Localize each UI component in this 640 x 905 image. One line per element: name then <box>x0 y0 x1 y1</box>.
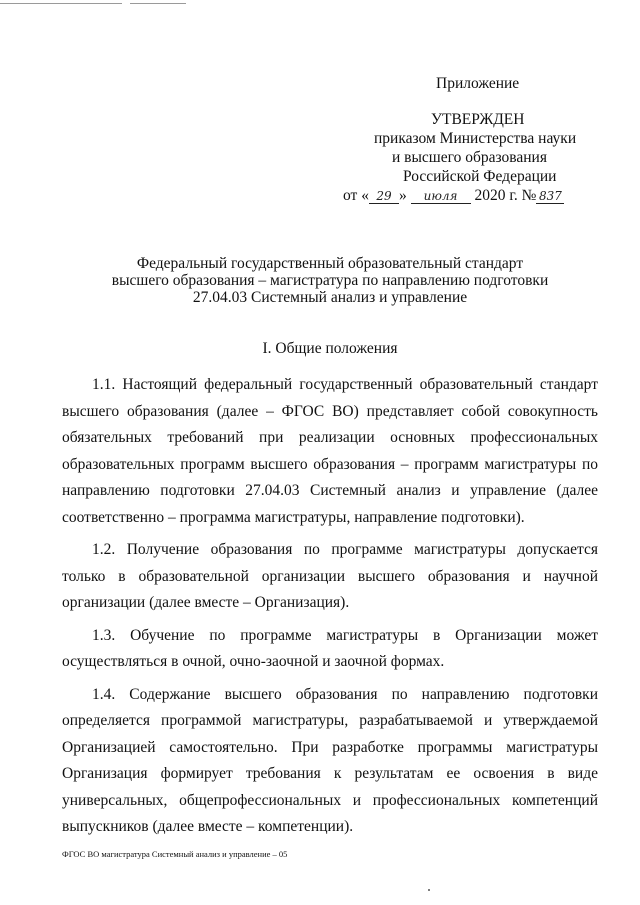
approval-line-1: приказом Министерства науки <box>374 130 577 147</box>
paragraph-1-4: 1.4. Содержание высшего образования по направлению подготовки определяется программой магистратуры, разрабатываемой и утверждаемой Организацией самостоятельно. При разработке программы магистратуры Организация формирует требования к результатам ее освоения в виде универсальных, общепрофессиональных и профессиональных компетенций выпускников (далее вместе – компетенции). <box>62 685 598 835</box>
paragraph-1-2: 1.2. Получение образования по программе магистратуры допускается только в образовательной организации высшего образования и научной организации (далее вместе – Организация). <box>62 541 598 611</box>
section-body <box>62 372 598 847</box>
date-day: 29 <box>369 189 399 204</box>
date-mid: » <box>398 187 407 204</box>
paragraph-1-1: 1.1. Настоящий федеральный государственный образовательный стандарт высшего образования (далее – ФГОС ВО) представляет собой совокупность обязательных требований при реализации основных профессиональных образовательных программ высшего образования – программ магистратуры по направлению подготовки 27.04.03 Системный анализ и управление (далее соответственно – программа магистратуры, направление подготовки). <box>62 376 598 526</box>
approval-line-2: и высшего образования <box>392 149 547 166</box>
page-footer: ФГОС ВО магистратура Системный анализ и управление – 05 <box>62 849 288 859</box>
top-rule-left <box>0 3 122 4</box>
date-month: июля <box>411 189 471 204</box>
approval-line-3: Российской Федерации <box>403 168 557 185</box>
order-date-line <box>343 187 564 205</box>
scan-speck <box>428 889 430 891</box>
top-rule-right <box>130 3 186 4</box>
title-line-1: Федеральный государственный образовательный стандарт <box>136 255 524 272</box>
appendix-label: Приложение <box>436 75 520 92</box>
document-title <box>60 255 600 306</box>
date-year: 2020 г. № <box>474 187 537 204</box>
title-line-3: 27.04.03 Системный анализ и управление <box>192 289 468 306</box>
order-number: 837 <box>536 189 564 204</box>
section-heading: I. Общие положения <box>262 340 398 357</box>
approved-label: УТВЕРЖДЕН <box>431 111 525 128</box>
paragraph-1-3: 1.3. Обучение по программе магистратуры в Организации может осуществляться в очной, очно-заочной и заочной формах. <box>62 626 598 670</box>
title-line-2: высшего образования – магистратура по направлению подготовки <box>111 272 549 289</box>
date-prefix: от « <box>343 187 369 204</box>
